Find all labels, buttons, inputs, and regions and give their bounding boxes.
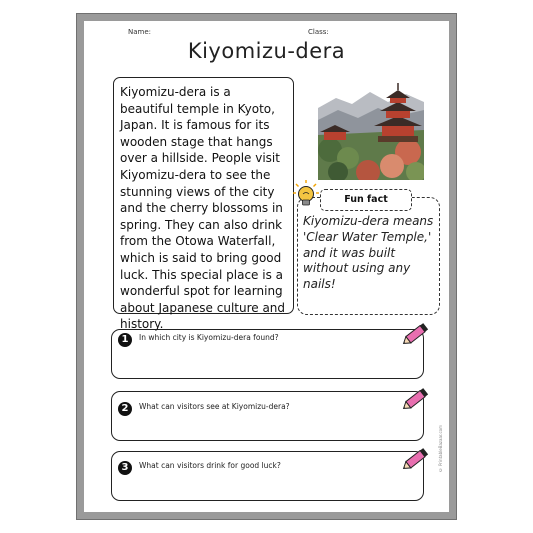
question-2-number: 2 [118, 402, 132, 416]
question-1-number: 1 [118, 333, 132, 347]
class-label: Class: [308, 28, 329, 36]
question-3-answer-box[interactable] [111, 451, 424, 501]
question-3-text: What can visitors drink for good luck? [139, 461, 281, 470]
fun-fact-text: Kiyomizu-dera means 'Clear Water Temple,' and it was built without using any nails! [303, 214, 434, 292]
name-label: Name: [128, 28, 152, 36]
question-2-answer-box[interactable] [111, 391, 424, 441]
passage-text: Kiyomizu-dera is a beautiful temple in Kyoto, Japan. It is famous for its wooden stage that hangs over a hillside. People visit Kiyomizu-dera to see the stunning views of the city and the cherry blossoms in spring. They can also drink from the Otowa Waterfall, which is said to bring good luck. This special place is a wonderful spot for learning about Japanese culture and history. [120, 85, 286, 332]
temple-illustration [318, 80, 424, 180]
page-title: Kiyomizu-dera [187, 39, 346, 63]
pencil-icon [402, 320, 432, 346]
lightbulb-icon [293, 179, 319, 209]
worksheet-page [84, 21, 449, 512]
pencil-icon [402, 445, 432, 471]
fun-fact-heading: Fun fact [320, 189, 412, 211]
copyright-credit: © PrintableBazaar.com [438, 424, 443, 472]
pencil-icon [402, 385, 432, 411]
question-2-text: What can visitors see at Kiyomizu-dera? [139, 402, 290, 411]
question-1-text: In which city is Kiyomizu-dera found? [139, 333, 279, 342]
question-3-number: 3 [118, 461, 132, 475]
reading-passage [113, 77, 294, 332]
